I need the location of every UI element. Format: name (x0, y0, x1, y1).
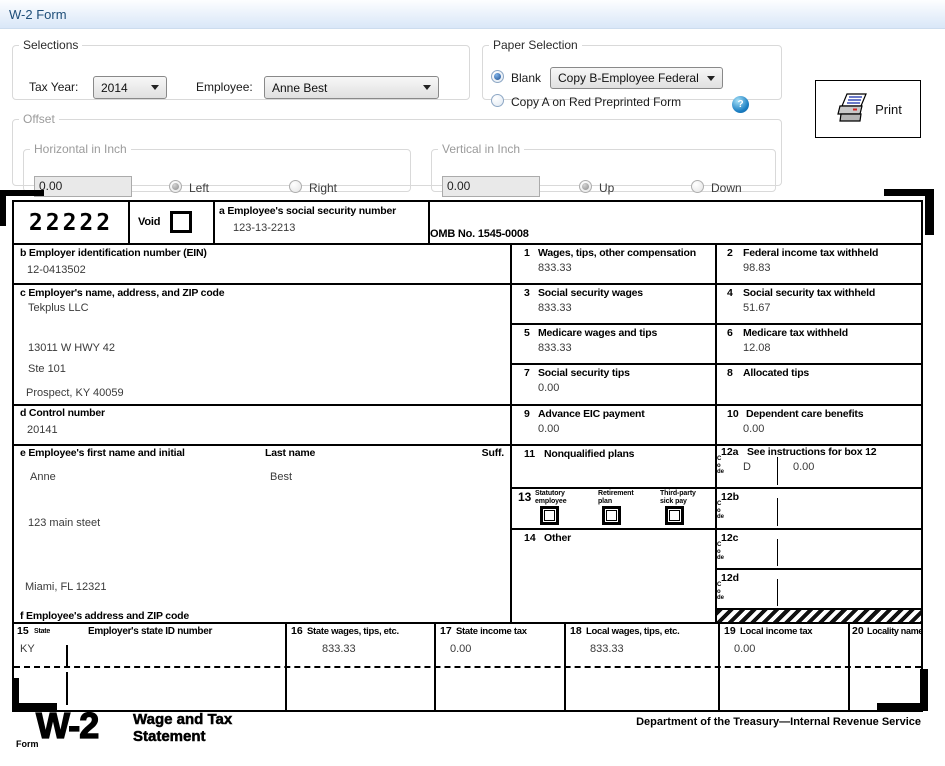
horizontal-offset-group (23, 142, 411, 195)
offset-group (12, 112, 782, 195)
box5-value: 833.33 (538, 342, 572, 354)
employee-last-name: Best (270, 471, 293, 483)
box14-label: Other (544, 532, 572, 544)
divider-line (14, 622, 921, 624)
employee-label: Employee: (196, 80, 253, 94)
box12d-code-divider (777, 579, 778, 606)
divider-line (128, 202, 130, 243)
state-id-divider (66, 645, 68, 667)
box17-num: 17 (440, 625, 452, 637)
box19-value: 0.00 (734, 643, 756, 655)
box1-value: 833.33 (538, 262, 572, 274)
down-radio[interactable] (691, 180, 704, 193)
suff-label: Suff. (481, 447, 504, 459)
window-title: W-2 Form (9, 7, 67, 22)
box1-num: 1 (524, 247, 530, 259)
box12a-value: 0.00 (793, 461, 815, 473)
divider-line (14, 283, 921, 285)
box1-label: Wages, tips, other compensation (538, 247, 696, 259)
vertical-offset-input[interactable]: 0.00 (442, 176, 540, 197)
box5-num: 5 (524, 327, 530, 339)
up-radio-label[interactable]: Up (599, 181, 615, 195)
box11-label: Nonqualified plans (544, 448, 635, 460)
offset-legend: Offset (23, 112, 55, 126)
blank-radio-label[interactable]: Blank (511, 71, 542, 85)
chevron-down-icon (423, 85, 431, 90)
vertical-offset-legend: Vertical in Inch (442, 142, 521, 156)
box15-label: Employer's state ID number (88, 626, 213, 637)
box8-num: 8 (727, 367, 733, 379)
divider-line (848, 622, 850, 710)
chevron-down-icon (151, 85, 159, 90)
footer-form-number: W-2 (36, 705, 99, 746)
box12c-code-label: Code (717, 542, 725, 561)
box5-label: Medicare wages and tips (538, 327, 658, 339)
left-radio-label[interactable]: Left (189, 181, 210, 195)
box3-label: Social security wages (538, 287, 643, 299)
box12a-code-value: D (743, 461, 751, 473)
box14-num: 14 (524, 532, 536, 544)
horizontal-offset-input[interactable]: 0.00 (34, 176, 132, 197)
box19-label: Local income tax (740, 626, 813, 637)
box9-num: 9 (524, 408, 530, 420)
box13-num: 13 (518, 490, 532, 504)
box12b-num: 12b (721, 491, 740, 503)
employee-street: 123 main steet (28, 517, 101, 529)
footer-department: Department of the Treasury—Internal Revenue Service (636, 716, 921, 728)
box18-num: 18 (570, 625, 582, 637)
box12a-code-label: Code (717, 456, 725, 475)
employer-city: Prospect, KY 40059 (26, 387, 124, 399)
box6-value: 12.08 (743, 342, 771, 354)
box-e-label: e Employee's first name and initial (20, 447, 185, 459)
corner-mark-top-right (884, 189, 934, 235)
box19-num: 19 (724, 625, 736, 637)
paper-selection-group (482, 38, 782, 110)
void-checkbox (170, 211, 192, 233)
divider-line (285, 622, 287, 710)
box9-value: 0.00 (538, 423, 560, 435)
box6-num: 6 (727, 327, 733, 339)
box10-num: 10 (727, 408, 739, 420)
divider-line (715, 243, 717, 622)
box11-num: 11 (524, 448, 536, 460)
employee-first-name: Anne (30, 471, 56, 483)
box18-label: Local wages, tips, etc. (586, 626, 680, 637)
box12d-code-label: Code (717, 582, 725, 601)
hatched-area (717, 608, 921, 622)
box20-label: Locality name (867, 626, 924, 636)
employer-name: Tekplus LLC (28, 302, 89, 314)
window-title-bar (0, 0, 945, 29)
box-a-label: a Employee's social security number (219, 205, 396, 217)
footer-statement-title: Wage and Tax Statement (133, 711, 233, 745)
box10-label: Dependent care benefits (746, 408, 864, 420)
copy-type-value: Copy B-Employee Federal (558, 71, 699, 85)
box2-value: 98.83 (743, 262, 771, 274)
void-label: Void (138, 216, 161, 228)
box13-thirdparty-label: Third-party sick pay (660, 490, 696, 505)
dashed-divider-line (14, 666, 921, 668)
tax-year-label: Tax Year: (29, 80, 79, 94)
omb-number: OMB No. 1545-0008 (430, 228, 529, 240)
box17-label: State income tax (456, 626, 527, 637)
divider-line (434, 622, 436, 710)
employer-address-1: 13011 W HWY 42 (28, 342, 116, 354)
box12b-code-divider (777, 498, 778, 526)
last-name-label: Last name (265, 447, 316, 459)
box12d-num: 12d (721, 572, 740, 584)
copy-a-radio-label[interactable]: Copy A on Red Preprinted Form (511, 95, 682, 109)
box12c-num: 12c (721, 532, 739, 544)
chevron-down-icon (707, 76, 715, 81)
right-radio[interactable] (289, 180, 302, 193)
employee-value: Anne Best (272, 80, 328, 95)
box4-label: Social security tax withheld (743, 287, 876, 299)
down-radio-label[interactable]: Down (711, 181, 742, 195)
box4-value: 51.67 (743, 302, 771, 314)
right-radio-label[interactable]: Right (309, 181, 338, 195)
selections-group (12, 38, 470, 100)
control-code-22222: 22222 (28, 209, 114, 236)
box-b-value: 12-0413502 (27, 264, 86, 276)
box12c-code-divider (777, 539, 778, 566)
employee-city: Miami, FL 12321 (25, 581, 107, 593)
box16-num: 16 (291, 625, 303, 637)
box-b-label: b Employer identification number (EIN) (20, 247, 207, 259)
blank-radio[interactable] (491, 70, 504, 83)
box7-label: Social security tips (538, 367, 630, 379)
box-a-value: 123-13-2213 (233, 222, 296, 234)
selections-legend: Selections (23, 38, 79, 52)
divider-line (564, 622, 566, 710)
up-radio[interactable] (579, 180, 592, 193)
divider-line (715, 568, 921, 570)
retirement-plan-checkbox (602, 506, 621, 525)
box10-value: 0.00 (743, 423, 765, 435)
divider-line (14, 243, 921, 245)
box2-num: 2 (727, 247, 733, 259)
box7-num: 7 (524, 367, 530, 379)
box16-value: 833.33 (322, 643, 356, 655)
box-d-label: d Control number (20, 407, 105, 419)
help-icon[interactable]: ? (732, 96, 749, 113)
vertical-offset-group (431, 142, 776, 195)
box12b-code-label: Code (717, 501, 725, 520)
box7-value: 0.00 (538, 382, 560, 394)
box-d-value: 20141 (27, 424, 58, 436)
box13-retirement-label: Retirement plan (598, 490, 634, 505)
corner-mark-bottom-right (877, 669, 928, 711)
box13-statutory-label: Statutory employee (535, 490, 567, 505)
left-radio[interactable] (169, 180, 182, 193)
box16-label: State wages, tips, etc. (307, 626, 399, 637)
tax-year-value: 2014 (101, 80, 128, 95)
corner-mark-top-left (0, 190, 44, 226)
box6-label: Medicare tax withheld (743, 327, 848, 339)
box3-value: 833.33 (538, 302, 572, 314)
statutory-employee-checkbox (540, 506, 559, 525)
print-button[interactable] (815, 80, 921, 138)
box17-value: 0.00 (450, 643, 472, 655)
employee-dropdown[interactable] (264, 76, 439, 99)
box12a-num: 12a (721, 446, 739, 458)
printer-icon (834, 91, 872, 127)
divider-line (718, 622, 720, 710)
box2-label: Federal income tax withheld (743, 247, 879, 259)
employer-address-2: Ste 101 (28, 363, 66, 375)
footer-form-word: Form (16, 739, 39, 749)
paper-selection-legend: Paper Selection (493, 38, 578, 52)
box4-num: 4 (727, 287, 733, 299)
copy-type-dropdown[interactable] (550, 67, 723, 89)
horizontal-offset-legend: Horizontal in Inch (34, 142, 127, 156)
third-party-sick-pay-checkbox (665, 506, 684, 525)
box-f-label: f Employee's address and ZIP code (20, 610, 190, 622)
print-button-label: Print (875, 101, 902, 117)
box12a-label: See instructions for box 12 (747, 446, 877, 458)
divider-line (510, 243, 512, 622)
copy-a-radio[interactable] (491, 94, 504, 107)
divider-line (213, 202, 215, 243)
box20-num: 20 (852, 625, 864, 637)
box15-num: 15 (17, 625, 29, 637)
tax-year-dropdown[interactable] (93, 76, 167, 99)
box15-state-sub: State (34, 628, 51, 635)
box12a-code-divider (777, 457, 778, 485)
box8-label: Allocated tips (743, 367, 810, 379)
box3-num: 3 (524, 287, 530, 299)
box-c-label: c Employer's name, address, and ZIP code (20, 287, 225, 299)
w2-form-preview (12, 200, 923, 712)
box18-value: 833.33 (590, 643, 624, 655)
state-id-divider (66, 672, 68, 705)
box9-label: Advance EIC payment (538, 408, 645, 420)
divider-line (14, 404, 921, 406)
box15-value: KY (20, 643, 35, 655)
